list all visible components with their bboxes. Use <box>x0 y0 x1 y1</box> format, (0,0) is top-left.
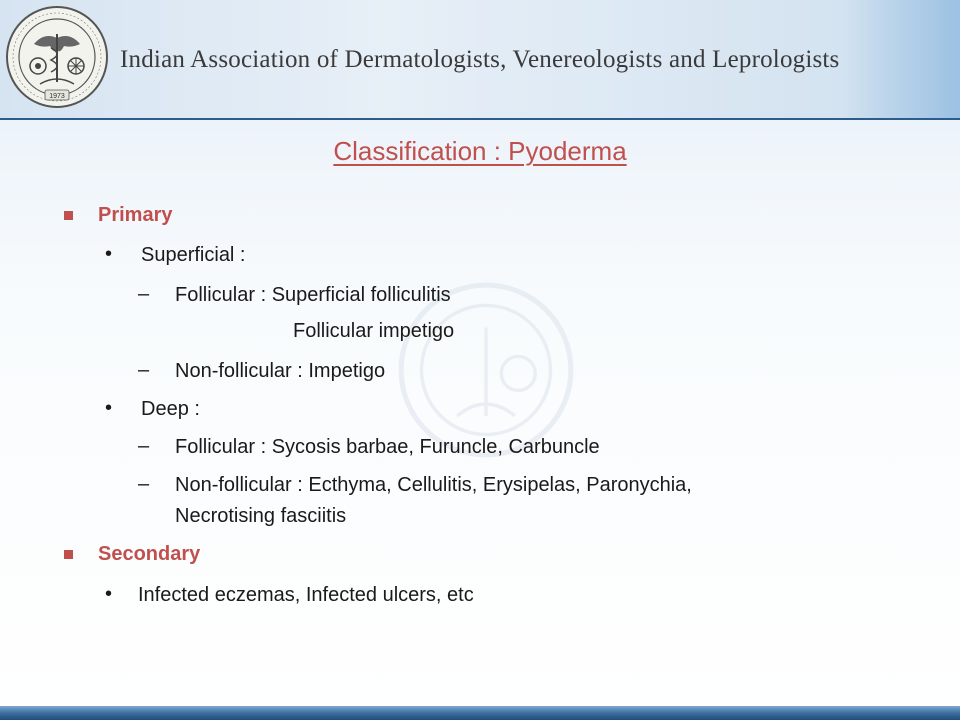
footer-bar <box>0 706 960 720</box>
iadvl-logo-icon <box>4 4 110 110</box>
association-name: Indian Association of Dermatologists, Venereologists and Leprologists <box>120 46 840 73</box>
superficial-non-follicular: Non-follicular : Impetigo <box>175 360 386 382</box>
deep-non-follicular-continued: Necrotising fasciitis <box>175 505 347 527</box>
slide-title: Classification : Pyoderma <box>333 136 627 166</box>
secondary-item: Infected eczemas, Infected ulcers, etc <box>138 584 474 606</box>
superficial-label: Superficial : <box>141 244 246 266</box>
square-bullet-icon <box>64 550 73 559</box>
dash-bullet-icon: – <box>138 473 150 495</box>
superficial-follicular: Follicular : Superficial folliculitis <box>175 284 451 306</box>
secondary-heading: Secondary <box>98 543 201 565</box>
header-banner <box>0 0 960 120</box>
round-bullet-icon: • <box>105 583 113 605</box>
deep-label: Deep : <box>141 398 200 420</box>
round-bullet-icon: • <box>105 243 113 265</box>
dash-bullet-icon: – <box>138 435 150 457</box>
watermark-emblem-icon <box>396 280 576 460</box>
superficial-follicular-continued: Follicular impetigo <box>293 320 455 342</box>
round-bullet-icon: • <box>105 397 113 419</box>
deep-non-follicular: Non-follicular : Ecthyma, Cellulitis, Erysipelas, Paronychia, <box>175 474 692 496</box>
logo-year: 1973 <box>49 93 65 100</box>
square-bullet-icon <box>64 211 73 220</box>
dash-bullet-icon: – <box>138 283 150 305</box>
primary-heading: Primary <box>98 204 173 226</box>
dash-bullet-icon: – <box>138 359 150 381</box>
deep-follicular: Follicular : Sycosis barbae, Furuncle, Carbuncle <box>175 436 600 458</box>
